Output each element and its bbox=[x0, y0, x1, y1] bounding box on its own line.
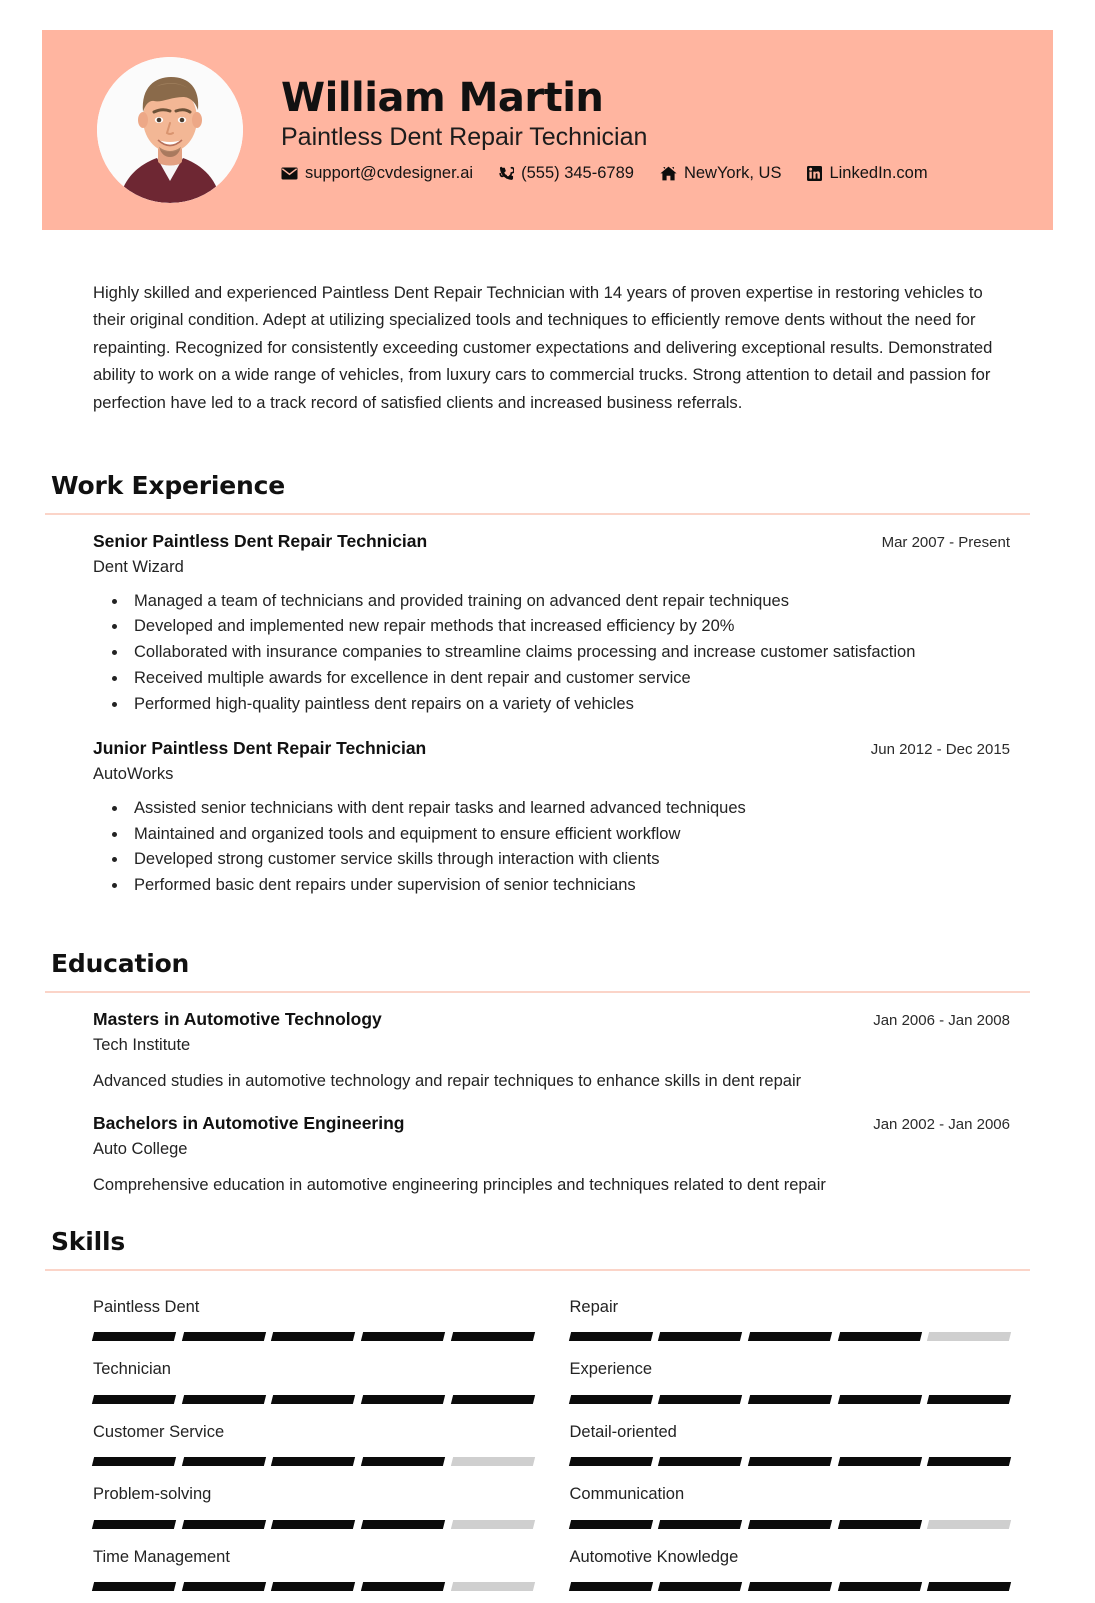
skill-segment-filled bbox=[837, 1395, 921, 1404]
list-item: • Maintained and organized tools and equipment to ensure efficient workflow bbox=[128, 822, 1010, 847]
skill-segment-filled bbox=[927, 1457, 1011, 1466]
skill-segment-filled bbox=[568, 1332, 652, 1341]
skill-level-bar bbox=[570, 1457, 1011, 1466]
skill-segment-filled bbox=[568, 1395, 652, 1404]
skill-segment-filled bbox=[658, 1457, 742, 1466]
skill-level-bar bbox=[570, 1395, 1011, 1404]
skill-segment-filled bbox=[927, 1395, 1011, 1404]
skill-segment-filled bbox=[451, 1332, 535, 1341]
skill-segment-filled bbox=[182, 1582, 266, 1591]
resume-header bbox=[42, 30, 1053, 230]
skill-segment-empty bbox=[927, 1332, 1011, 1341]
skill-item bbox=[93, 1478, 534, 1540]
work-entry-head bbox=[93, 531, 1010, 553]
work-bullets bbox=[93, 589, 1010, 717]
work-entry bbox=[45, 738, 1030, 898]
skill-level-bar bbox=[570, 1332, 1011, 1341]
contact-email[interactable] bbox=[281, 164, 473, 183]
skill-segment-filled bbox=[92, 1457, 176, 1466]
skill-segment-filled bbox=[658, 1582, 742, 1591]
skill-segment-filled bbox=[92, 1582, 176, 1591]
contact-email-label: support@cvdesigner.ai bbox=[305, 164, 474, 183]
skill-item bbox=[93, 1541, 534, 1603]
skill-segment-filled bbox=[837, 1520, 921, 1529]
list-item: • Assisted senior technicians with dent repair tasks and learned advanced techniques bbox=[128, 796, 1010, 821]
skill-segment-filled bbox=[748, 1332, 832, 1341]
skill-item bbox=[570, 1478, 1011, 1540]
skill-segment-filled bbox=[271, 1395, 355, 1404]
skill-segment-filled bbox=[658, 1520, 742, 1529]
skill-segment-filled bbox=[271, 1520, 355, 1529]
list-item: • Managed a team of technicians and provided training on advanced dent repair techniques bbox=[128, 589, 1010, 614]
skill-item bbox=[570, 1353, 1011, 1415]
skill-segment-empty bbox=[927, 1520, 1011, 1529]
skill-segment-filled bbox=[182, 1332, 266, 1341]
education-date: Jan 2006 - Jan 2008 bbox=[873, 1012, 1010, 1029]
skill-item bbox=[570, 1416, 1011, 1478]
home-icon bbox=[660, 166, 677, 181]
section-title-work: Work Experience bbox=[51, 471, 285, 500]
skill-level-bar bbox=[570, 1520, 1011, 1529]
skill-segment-filled bbox=[568, 1582, 652, 1591]
section-work-experience bbox=[45, 471, 1030, 899]
skill-segment-filled bbox=[92, 1520, 176, 1529]
skill-item bbox=[570, 1541, 1011, 1603]
list-item: • Received multiple awards for excellence in dent repair and customer service bbox=[128, 666, 1010, 691]
skill-level-bar bbox=[570, 1582, 1011, 1591]
avatar-photo bbox=[97, 57, 243, 203]
section-title-skills: Skills bbox=[51, 1227, 126, 1256]
work-role: Junior Paintless Dent Repair Technician bbox=[93, 738, 427, 759]
skill-level-bar bbox=[93, 1520, 534, 1529]
skill-segment-filled bbox=[837, 1332, 921, 1341]
work-organization: Dent Wizard bbox=[93, 557, 184, 576]
education-degree: Masters in Automotive Technology bbox=[93, 1009, 382, 1029]
skill-segment-filled bbox=[361, 1332, 445, 1341]
phone-icon bbox=[499, 166, 514, 181]
skill-label: Customer Service bbox=[93, 1422, 225, 1441]
work-bullets bbox=[93, 796, 1010, 898]
work-organization: AutoWorks bbox=[93, 765, 174, 784]
job-title: Paintless Dent Repair Technician bbox=[281, 122, 648, 151]
full-name: William Martin bbox=[281, 74, 604, 121]
contact-location-label: NewYork, US bbox=[683, 164, 782, 183]
skill-label: Automotive Knowledge bbox=[569, 1547, 739, 1566]
skill-item bbox=[93, 1291, 534, 1353]
skill-segment-filled bbox=[837, 1582, 921, 1591]
contact-row bbox=[281, 164, 928, 183]
skill-segment-filled bbox=[92, 1332, 176, 1341]
skill-segment-filled bbox=[927, 1582, 1011, 1591]
skill-segment-empty bbox=[451, 1457, 535, 1466]
skill-segment-filled bbox=[182, 1520, 266, 1529]
contact-phone[interactable] bbox=[499, 164, 634, 183]
skill-segment-filled bbox=[92, 1395, 176, 1404]
work-entry-head bbox=[93, 738, 1010, 760]
skill-label: Paintless Dent bbox=[93, 1298, 200, 1316]
skill-label: Technician bbox=[93, 1360, 171, 1379]
education-school: Auto College bbox=[93, 1140, 188, 1159]
skill-segment-filled bbox=[837, 1457, 921, 1466]
linkedin-icon bbox=[807, 166, 822, 181]
skill-segment-filled bbox=[271, 1582, 355, 1591]
skill-segment-filled bbox=[748, 1457, 832, 1466]
work-role: Senior Paintless Dent Repair Technician bbox=[93, 531, 428, 551]
skill-level-bar bbox=[93, 1395, 534, 1404]
section-divider bbox=[45, 991, 1030, 993]
skill-segment-filled bbox=[451, 1395, 535, 1404]
skill-segment-filled bbox=[568, 1457, 652, 1466]
contact-linkedin-label: LinkedIn.com bbox=[829, 164, 928, 183]
work-date: Mar 2007 - Present bbox=[881, 534, 1010, 551]
education-description: Advanced studies in automotive technology and repair techniques to enhance skills in dent repair bbox=[93, 1071, 802, 1090]
education-school: Tech Institute bbox=[93, 1035, 191, 1054]
skills-grid bbox=[45, 1291, 1030, 1603]
skill-label: Communication bbox=[569, 1485, 685, 1504]
list-item: • Developed and implemented new repair methods that increased efficiency by 20% bbox=[128, 614, 1010, 639]
education-degree: Bachelors in Automotive Engineering bbox=[93, 1113, 405, 1134]
skill-level-bar bbox=[93, 1332, 534, 1341]
education-entry bbox=[45, 1009, 1030, 1093]
contact-phone-label: (555) 345-6789 bbox=[521, 164, 634, 183]
skill-segment-filled bbox=[361, 1582, 445, 1591]
list-item: • Performed high-quality paintless dent repairs on a variety of vehicles bbox=[128, 692, 1010, 717]
contact-linkedin[interactable] bbox=[807, 164, 927, 183]
skill-segment-filled bbox=[658, 1395, 742, 1404]
skill-segment-filled bbox=[748, 1520, 832, 1529]
skill-segment-filled bbox=[568, 1520, 652, 1529]
skill-item bbox=[93, 1416, 534, 1478]
skill-segment-filled bbox=[271, 1332, 355, 1341]
skill-segment-filled bbox=[748, 1582, 832, 1591]
skill-level-bar bbox=[93, 1582, 534, 1591]
section-education bbox=[45, 949, 1030, 1198]
section-divider bbox=[45, 1269, 1030, 1271]
skill-item bbox=[93, 1353, 534, 1415]
skill-segment-empty bbox=[451, 1520, 535, 1529]
skill-level-bar bbox=[93, 1457, 534, 1466]
skill-segment-filled bbox=[271, 1457, 355, 1466]
list-item: • Performed basic dent repairs under supervision of senior technicians bbox=[128, 873, 1010, 898]
education-description: Comprehensive education in automotive engineering principles and techniques related to dent repair bbox=[93, 1175, 826, 1194]
education-date: Jan 2002 - Jan 2006 bbox=[873, 1116, 1010, 1134]
professional-summary: Highly skilled and experienced Paintless Dent Repair Technician with 14 years of proven expertise in restoring vehicles to their original condition. Adept at utilizing specialized tools and techniques to efficiently remove dents without the need for repainting. Recognized for consistently exceeding customer expectations and delivering exceptional results. Demonstrated ability to work on a wide range of vehicles, from luxury cars to commercial trucks. Strong attention to detail and passion for perfection have led to a track record of satisfied clients and increased business referrals. bbox=[93, 283, 993, 412]
skill-segment-empty bbox=[451, 1582, 535, 1591]
skill-segment-filled bbox=[361, 1520, 445, 1529]
section-skills bbox=[45, 1227, 1030, 1603]
skill-item bbox=[570, 1291, 1011, 1353]
skill-segment-filled bbox=[361, 1457, 445, 1466]
skill-segment-filled bbox=[748, 1395, 832, 1404]
skill-label: Detail-oriented bbox=[569, 1422, 677, 1441]
education-entry bbox=[45, 1113, 1030, 1197]
skill-segment-filled bbox=[361, 1395, 445, 1404]
list-item: • Developed strong customer service skills through interaction with clients bbox=[128, 847, 1010, 872]
section-divider bbox=[45, 513, 1030, 515]
skill-segment-filled bbox=[182, 1457, 266, 1466]
work-date: Jun 2012 - Dec 2015 bbox=[870, 741, 1010, 759]
envelope-icon bbox=[281, 167, 298, 180]
work-entry bbox=[45, 531, 1030, 716]
skill-label: Experience bbox=[569, 1360, 653, 1379]
skill-segment-filled bbox=[658, 1332, 742, 1341]
education-entry-head bbox=[93, 1009, 1010, 1031]
contact-location[interactable] bbox=[660, 164, 782, 183]
skill-segment-filled bbox=[182, 1395, 266, 1404]
skill-label: Time Management bbox=[93, 1547, 230, 1566]
avatar bbox=[97, 57, 243, 203]
section-title-education: Education bbox=[51, 949, 190, 978]
skill-label: Problem-solving bbox=[93, 1485, 212, 1504]
header-text bbox=[281, 74, 928, 184]
list-item: • Collaborated with insurance companies to streamline claims processing and increase customer satisfaction bbox=[128, 640, 1010, 665]
education-entry-head bbox=[93, 1113, 1010, 1135]
skill-label: Repair bbox=[569, 1298, 619, 1316]
